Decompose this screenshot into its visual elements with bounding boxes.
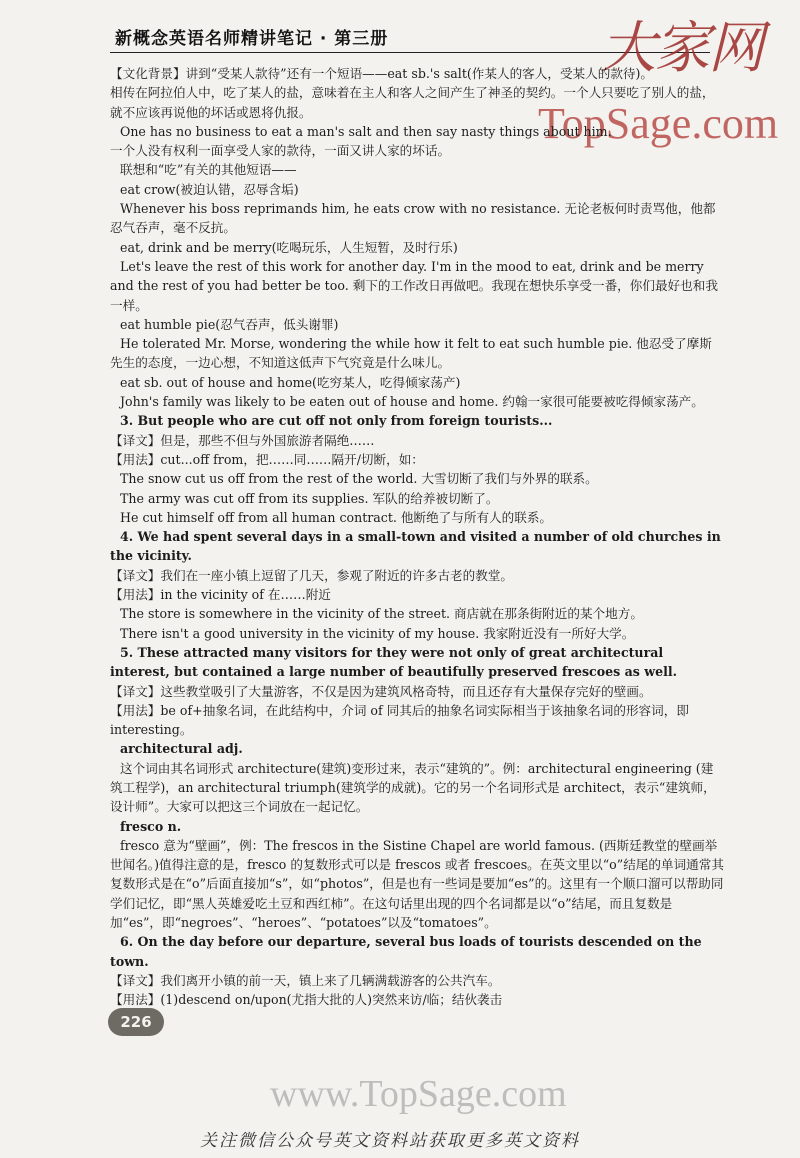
text-line: eat sb. out of house and home(吃穷某人，吃得倾家荡产)	[120, 374, 461, 390]
text-line: 【用法】(1)descend on/upon(尤指大批的人)突然来访/临；结伙袭击	[110, 992, 503, 1008]
text-line: 【用法】in the vicinity of 在……附近	[110, 587, 331, 603]
text-line: 一个人没有权利一面享受人家的款待，一面又讲人家的坏话。	[110, 143, 451, 159]
text-line: 【文化背景】讲到“受某人款待”还有一个短语——eat sb.'s salt(作某人的客人，受某人的款待)。	[110, 66, 654, 81]
section-heading: 4. We had spent several days in a small-town and visited a number of old churches in the vicinity.	[110, 529, 721, 564]
watermark-logo-en: TopSage.com	[538, 99, 779, 148]
text-line: 【译文】我们离开小镇的前一天，镇上来了几辆满载游客的公共汽车。	[110, 972, 501, 988]
page-number-badge: 226	[108, 1008, 164, 1036]
text-line: Let's leave the rest of this work for another day. I'm in the mood to eat, drink and be merry and the rest of you had better be too. 剩下的工作改日再做吧。我现在想快乐享受一番，你们最好也和我一样。	[110, 258, 718, 313]
text-line: 【用法】be of+抽象名词，在此结构中，介词 of 同其后的抽象名词实际相当于该抽象名词的形容词，即 interesting。	[110, 702, 689, 738]
text-line: 联想和“吃”有关的其他短语——	[120, 162, 297, 178]
text-line: fresco 意为“壁画”，例：The frescos in the Sistine Chapel are world famous. (西斯廷教堂的壁画举世闻名。)值得注意的是，fresco 的复数形式可以是 frescos 或者 frescoes。在英文里以“o”结尾的单词通常其复数形式是在“o”后面直接加“s”，如“photos”，但是也有一些词是要加“es”的。这里有一个顺口溜可以帮助同学们记忆，即“黑人英雄爱吃土豆和西红柿”。在这句话里出现的四个名词都是以“o”结尾，而且复数是加“es”，即“negroes”、“heroes”、“potatoes”以及“tomatoes”。	[110, 837, 724, 931]
text-line: 这个词由其名词形式 architecture(建筑)变形过来，表示“建筑的”。例：architectural engineering (建筑工程学)，an architectural triumph(建筑学的成就)。它的另一个名词形式是 architect，表示“建筑师，设计师”。大家可以把这三个词放在一起记忆。	[110, 760, 716, 815]
text-line: eat, drink and be merry(吃喝玩乐，人生短暂，及时行乐)	[120, 239, 458, 255]
text-line: 【用法】cut...off from，把……同……隔开/切断，如：	[110, 451, 424, 467]
text-line: architectural adj.	[120, 741, 243, 757]
section-heading: 6. On the day before our departure, several bus loads of tourists descended on the town.	[110, 934, 702, 969]
watermark-logo-cn: 大家网	[600, 16, 762, 81]
page-header-title: 新概念英语名师精讲笔记 · 第三册	[115, 29, 389, 49]
text-line: eat humble pie(忍气吞声，低头谢罪)	[120, 316, 339, 332]
text-line: 【译文】这些教堂吸引了大量游客，不仅是因为建筑风格奇特，而且还存有大量保存完好的壁画。	[110, 683, 652, 699]
text-line: He tolerated Mr. Morse, wondering the while how it felt to eat such humble pie. 他忍受了摩斯先生的态度，一边心想，不知道这低声下气究竟是什么味儿。	[110, 336, 712, 371]
body-text	[110, 64, 724, 1010]
text-line: 【译文】但是，那些不但与外国旅游者隔绝……	[110, 432, 375, 448]
section-heading: 5. These attracted many visitors for they were not only of great architectural interest, but contained a large number of beautifully preserved frescoes as well.	[110, 644, 678, 680]
text-line: 相传在阿拉伯人中，吃了某人的盐，意味着在主人和客人之间产生了神圣的契约。一个人只要吃了别人的盐，就不应该再说他的坏话或恩将仇报。	[110, 85, 715, 120]
text-line: 【译文】我们在一座小镇上逗留了几天，参观了附近的许多古老的教堂。	[110, 567, 513, 583]
text-line: He cut himself off from all human contract. 他断绝了与所有人的联系。	[120, 509, 553, 525]
text-line: fresco n.	[120, 818, 182, 834]
text-line: The snow cut us off from the rest of the world. 大雪切断了我们与外界的联系。	[120, 471, 598, 487]
text-line: There isn't a good university in the vicinity of my house. 我家附近没有一所好大学。	[120, 625, 635, 641]
text-line: One has no business to eat a man's salt and then say nasty things about him.	[120, 123, 612, 139]
text-line: eat crow(被迫认错，忍辱含垢)	[120, 181, 299, 197]
text-line: The store is somewhere in the vicinity of the street. 商店就在那条街附近的某个地方。	[120, 606, 643, 622]
text-line: Whenever his boss reprimands him, he eats crow with no resistance. 无论老板何时责骂他，他都忍气吞声，毫不反抗。	[110, 201, 716, 236]
section-heading: 3. But people who are cut off not only from foreign tourists...	[120, 413, 553, 429]
watermark-footer-text: 关注微信公众号英文资料站获取更多英文资料	[200, 1131, 580, 1151]
watermark-footer-url: www.TopSage.com	[270, 1073, 567, 1115]
text-line: John's family was likely to be eaten out of house and home. 约翰一家很可能要被吃得倾家荡产。	[120, 394, 704, 410]
text-line: The army was cut off from its supplies. 军队的给养被切断了。	[120, 490, 499, 506]
